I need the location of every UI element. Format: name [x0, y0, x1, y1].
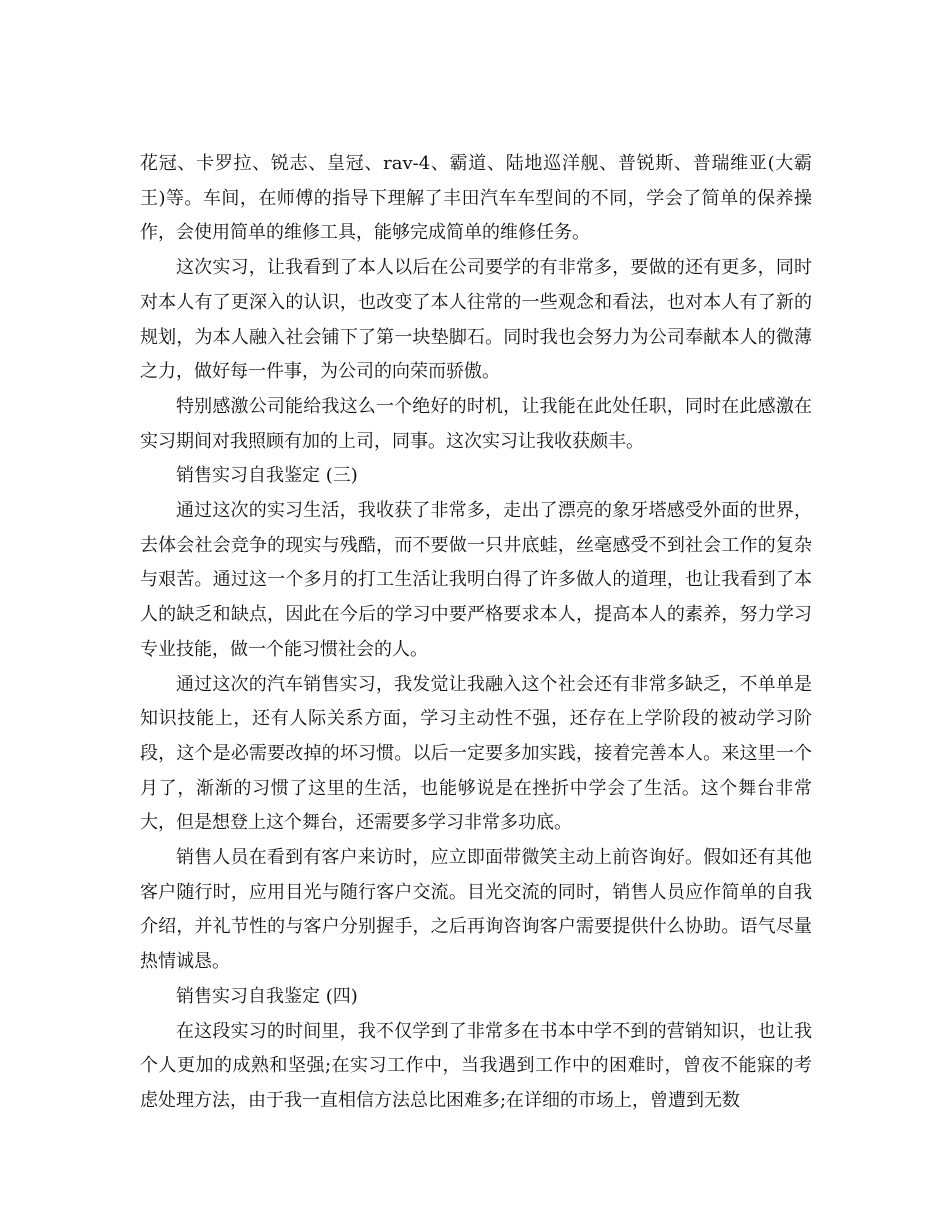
paragraph-4: 通过这次的实习生活，我收获了非常多，走出了漂亮的象牙塔感受外面的世界，去体会社会竞争的现实与残酷，而不要做一只井底蛙，丝毫感受不到社会工作的复杂与艰苦。通过这一个多月的打工生活让我明白得了许多做人的道理，也让我看到了本人的缺乏和缺点，因此在今后的学习中要严格要求本人，提高本人的素养，努力学习专业技能，做一个能习惯社会的人。 — [140, 500, 812, 660]
document-body — [140, 147, 812, 1119]
paragraph-3: 特别感激公司能给我这么一个绝好的时机，让我能在此处任职，同时在此感激在实习期间对我照顾有加的上司，同事。这次实习让我收获颇丰。 — [140, 395, 812, 452]
section-heading-3: 销售实习自我鉴定 (三) — [176, 465, 358, 487]
paragraph-6: 销售人员在看到有客户来访时，应立即面带微笑主动上前咨询好。假如还有其他客户随行时，应用目光与随行客户交流。目光交流的同时，销售人员应作简单的自我介绍，并礼节性的与客户分别握手，之后再询咨询客户需要提供什么协助。语气尽量热情诚恳。 — [140, 847, 812, 973]
paragraph-5: 通过这次的汽车销售实习，我发觉让我融入这个社会还有非常多缺乏，不单单是知识技能上，还有人际关系方面，学习主动性不强，还存在上学阶段的被动学习阶段，这个是必需要改掉的坏习惯。以后一定要多加实践，接着完善本人。来这里一个月了，渐渐的习惯了这里的生活，也能够说是在挫折中学会了生活。这个舞台非常大，但是想登上这个舞台，还需要多学习非常多功底。 — [140, 673, 812, 834]
paragraph-7: 在这段实习的时间里，我不仅学到了非常多在书本中学不到的营销知识，也让我个人更加的成熟和坚强;在实习工作中，当我遇到工作中的困难时，曾夜不能寐的考虑处理方法，由于我一直相信方法总比困难多;在详细的市场上，曾遭到无数 — [140, 1020, 812, 1111]
section-heading-4: 销售实习自我鉴定 (四) — [176, 985, 358, 1007]
paragraph-1: 花冠、卡罗拉、锐志、皇冠、rav-4、霸道、陆地巡洋舰、普锐斯、普瑞维亚(大霸王)等。车间，在师傅的指导下理解了丰田汽车车型间的不同，学会了简单的保养操作，会使用简单的维修工具，能够完成简单的维修任务。 — [140, 153, 812, 244]
paragraph-2: 这次实习，让我看到了本人以后在公司要学的有非常多，要做的还有更多，同时对本人有了更深入的认识，也改变了本人往常的一些观念和看法，也对本人有了新的规划，为本人融入社会铺下了第一块垫脚石。同时我也会努力为公司奉献本人的微薄之力，做好每一件事，为公司的向荣而骄傲。 — [140, 257, 812, 383]
